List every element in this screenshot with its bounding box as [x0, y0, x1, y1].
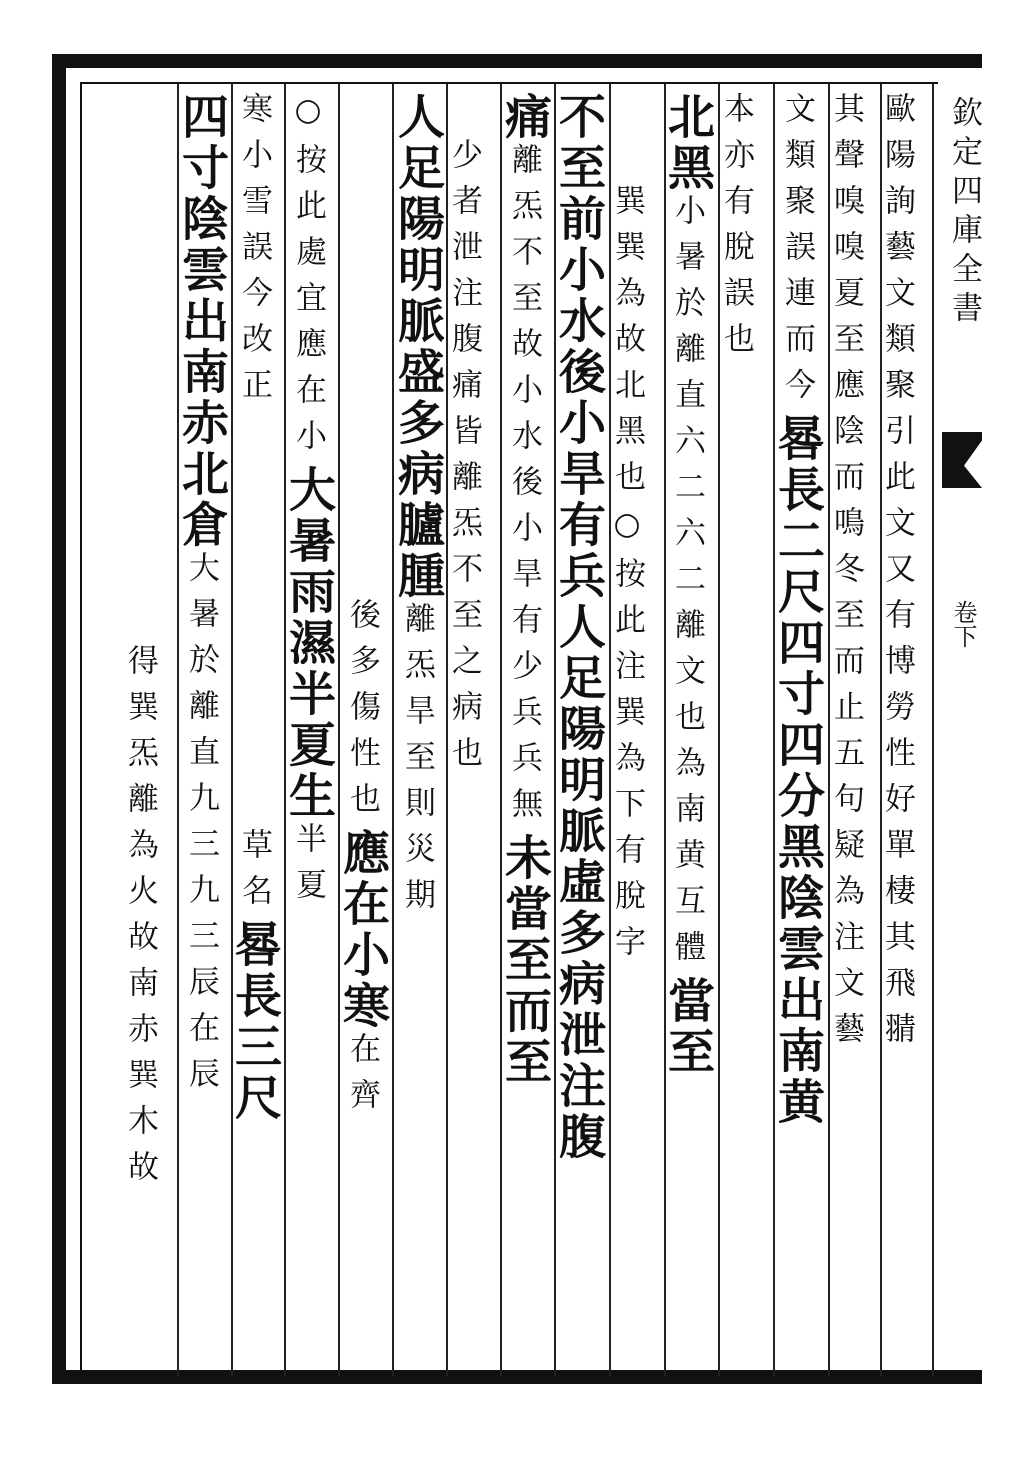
main-text: 晷長二尺四寸四分黑陰雲出南黄: [770, 414, 825, 1128]
main-text: 人足陽明脈盛多病臚腫: [390, 92, 445, 602]
text-column: [227, 92, 282, 1124]
main-text: 不至前小水後小旱有兵人足陽明脈虛多病泄注腹: [551, 92, 606, 1163]
text-column: [828, 92, 864, 1058]
main-text: 大暑雨濕半夏生: [281, 465, 336, 822]
commentary-text: 少者泄注腹痛皆離炁不至之病也: [446, 92, 482, 782]
commentary-text: 離炁不至故小水後小旱有少兵兵無: [506, 143, 542, 833]
text-column: [390, 92, 445, 924]
commentary-text: 本亦有脫誤也: [718, 92, 754, 368]
text-column: [609, 92, 645, 971]
text-column: [718, 92, 754, 368]
main-text: 北黑: [660, 92, 715, 194]
text-column: [335, 92, 390, 1124]
text-column: [551, 92, 606, 1163]
main-text: 未當至而至: [497, 833, 552, 1088]
commentary-text: 巽巽為故北黑也○按此注巽為下有脫字: [609, 92, 645, 971]
commentary-text: 半夏: [290, 822, 326, 914]
commentary-text: ○按此處宜應在小: [290, 92, 326, 465]
commentary-text: 歐陽詢藝文類聚引此文又有博勞性好單棲其飛𦑊: [879, 92, 915, 1058]
commentary-text: 在齊: [344, 1032, 380, 1124]
commentary-text: 得巽炁離為火故南赤巽木故: [122, 92, 158, 1196]
main-text: 痛: [497, 92, 552, 143]
margin-volume-label: 卷下: [949, 600, 977, 648]
commentary-text: 大暑於離直九三九三辰在辰: [183, 551, 219, 1103]
column-rule: [932, 84, 934, 1376]
commentary-text: 其聲嗅嗅夏至應陰而鳴冬至而止五句疑為注文藝: [828, 92, 864, 1058]
main-text: 當至: [660, 976, 715, 1078]
commentary-text: 後多傷性也: [344, 92, 380, 828]
commentary-text: 寒小雪誤今改正 草名: [236, 92, 272, 920]
main-text: 應在小寒: [335, 828, 390, 1032]
main-text: 四寸陰雲出南赤北倉: [174, 92, 229, 551]
text-column: [497, 92, 552, 1088]
commentary-text: 小暑於離直六二六二離文也為南黄互體: [669, 194, 705, 976]
text-column: [770, 92, 825, 1128]
text-column: [281, 92, 336, 914]
text-column: [446, 92, 482, 782]
text-column: [660, 92, 715, 1078]
text-column: [122, 92, 158, 1196]
text-column: [879, 92, 915, 1058]
commentary-text: 離炁旱至則災期: [399, 602, 435, 924]
margin-book-title: 欽定四庫全書: [946, 96, 982, 330]
text-column: [174, 92, 229, 1103]
commentary-text: 文類聚誤連而今: [779, 92, 815, 414]
main-text: 晷長三尺: [227, 920, 282, 1124]
